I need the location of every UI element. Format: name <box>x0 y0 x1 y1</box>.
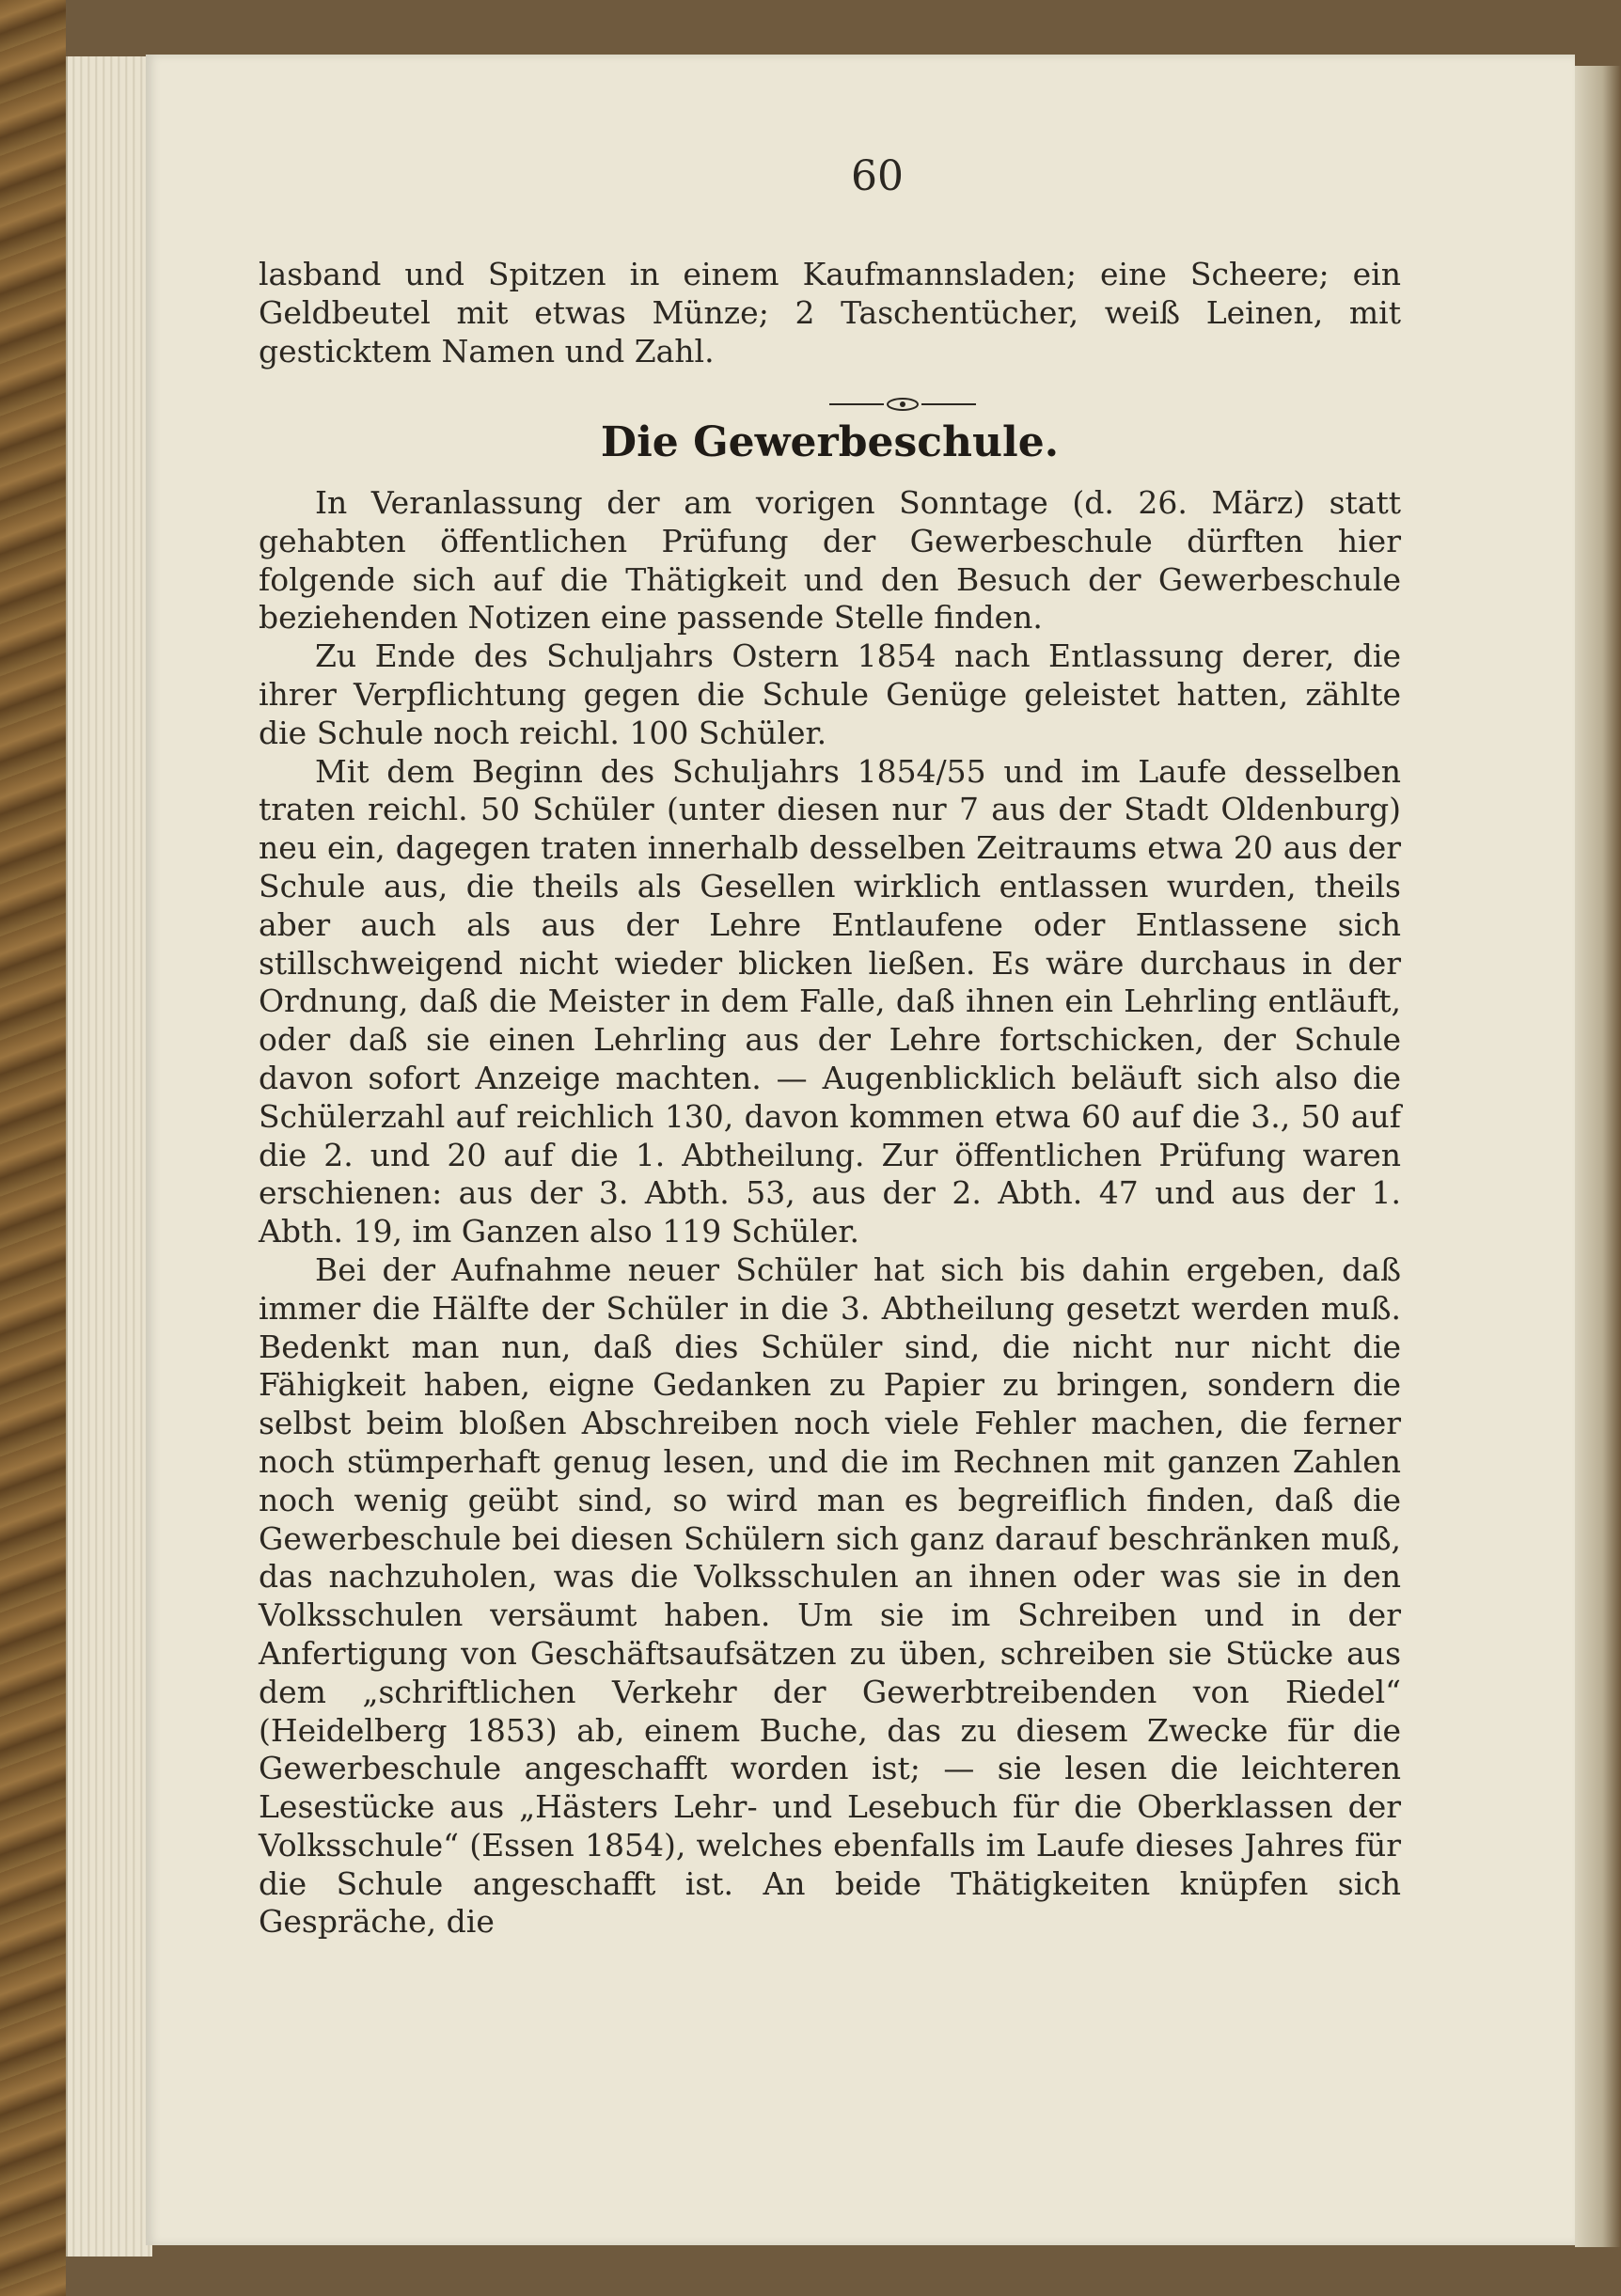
paragraph: In Veranlassung der am vorigen Sonntage (d. 26. März) statt gehabten öffentlichen Prüfung der Gewerbeschule dürften hier folgende sich auf die Thätigkeit und den Besuch der Gewerbeschule beziehenden Notizen eine passende Stelle finden. <box>259 484 1401 637</box>
ornament-divider <box>827 395 978 414</box>
page-edges <box>66 56 152 2257</box>
body-text <box>259 484 1401 1942</box>
book-spine <box>0 0 66 2296</box>
section-heading: Die Gewerbeschule. <box>600 418 1060 466</box>
paragraph: Bei der Aufnahme neuer Schüler hat sich bis dahin ergeben, daß immer die Hälfte der Schüler in die 3. Abtheilung gesetzt werden muß. Bedenkt man nun, daß dies Schüler sind, die nicht nur nicht die Fähigkeit haben, eigne Gedanken zu Papier zu bringen, sondern die selbst beim bloßen Abschreiben noch viele Fehler machen, die ferner noch stümperhaft genug lesen, und die im Rechnen mit ganzen Zahlen noch wenig geübt sind, so wird man es begreiflich finden, daß die Gewerbeschule bei diesen Schülern sich ganz darauf beschränken muß, das nachzuholen, was die Volksschulen an ihnen oder was sie in den Volksschulen versäumt haben. Um sie im Schreiben und in der Anfertigung von Geschäftsaufsätzen zu üben, schreiben sie Stücke aus dem „schriftlichen Verkehr der Gewerbtreibenden von Riedel“ (Heidelberg 1853) ab, einem Buche, das zu diesem Zwecke für die Gewerbeschule angeschafft worden ist; — sie lesen die leichteren Lesestücke aus „Hästers Lehr- und Lesebuch für die Oberklassen der Volksschule“ (Essen 1854), welches ebenfalls im Laufe dieses Jahres für die Schule angeschafft ist. An beide Thätigkeiten knüpfen sich Gespräche, die <box>259 1250 1401 1941</box>
top-paragraph <box>259 256 1401 370</box>
paragraph: Zu Ende des Schuljahrs Ostern 1854 nach Entlassung derer, die ihrer Verpflichtung gegen die Schule Genüge geleistet hatten, zählte die Schule noch reichl. 100 Schüler. <box>259 637 1401 751</box>
paragraph: Mit dem Beginn des Schuljahrs 1854/55 und im Laufe desselben traten reichl. 50 Schüler (unter diesen nur 7 aus der Stadt Oldenburg) neu ein, dagegen traten innerhalb desselben Zeitraums etwa 20 aus der Schule aus, die theils als Gesellen wirklich entlassen wurden, theils aber auch als aus der Lehre Entlaufene oder Entlassene sich stillschweigend nicht wieder blicken ließen. Es wäre durchaus in der Ordnung, daß die Meister in dem Falle, daß ihnen ein Lehrling entläuft, oder daß sie einen Lehrling aus der Lehre fortschicken, der Schule davon sofort Anzeige machten. — Augenblicklich beläuft sich also die Schülerzahl auf reichlich 130, davon kommen etwa 60 auf die 3., 50 auf die 2. und 20 auf die 1. Abtheilung. Zur öffentlichen Prüfung waren erschienen: aus der 3. Abth. 53, aus der 2. Abth. 47 und aus der 1. Abth. 19, im Ganzen also 119 Schüler. <box>259 752 1401 1250</box>
top-paragraph-text: lasband und Spitzen in einem Kaufmannsladen; eine Scheere; ein Geldbeutel mit etwas Münze; 2 Taschentücher, weiß Leinen, mit gesticktem Namen und Zahl. <box>259 256 1401 370</box>
page-number: 60 <box>851 152 904 200</box>
right-page-edge <box>1575 66 1621 2247</box>
